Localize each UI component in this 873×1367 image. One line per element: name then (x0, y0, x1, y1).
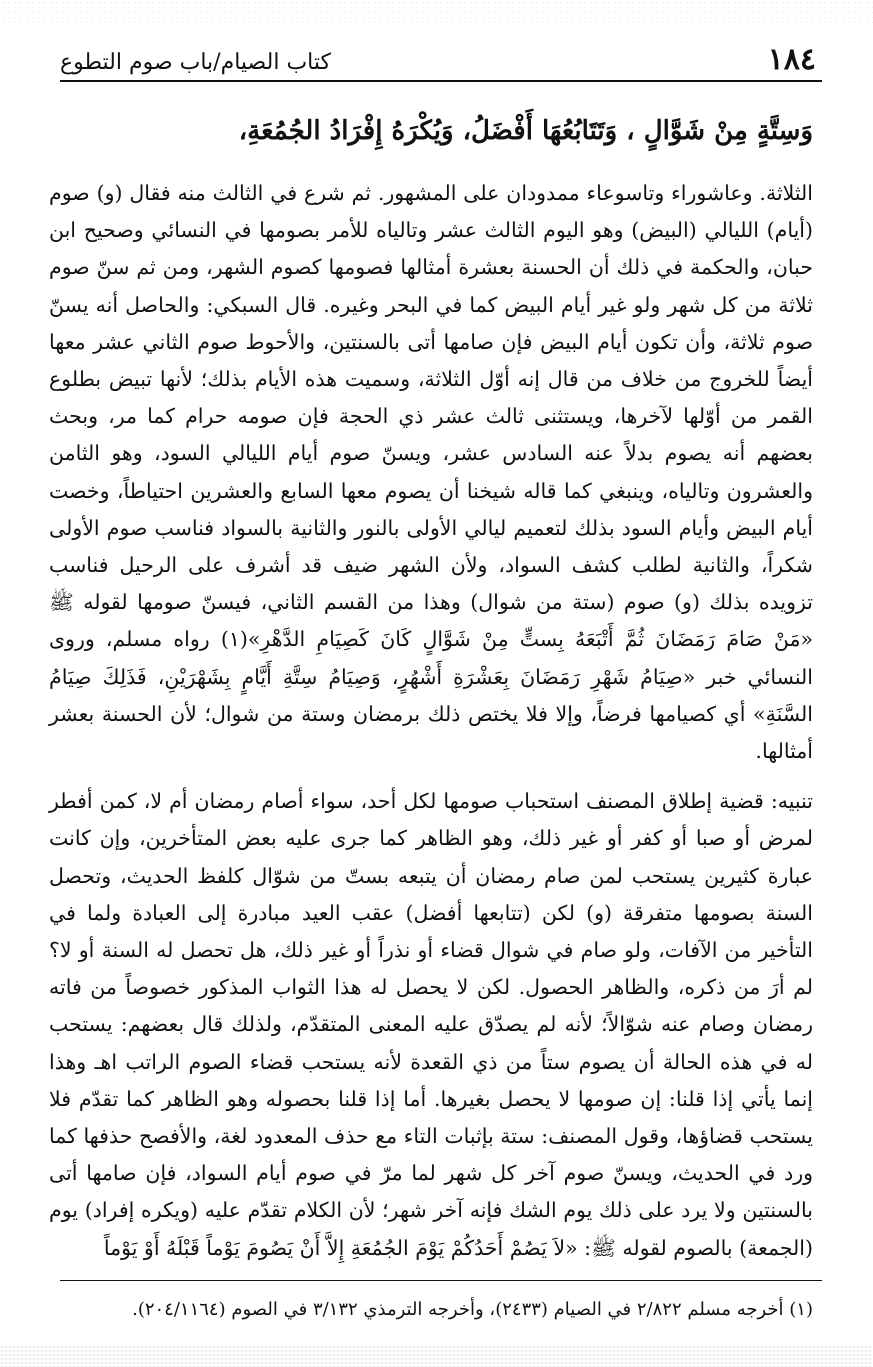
footnote: (١) أخرجه مسلم ٢/٨٢٢ في الصيام (٢٤٣٣)، وأخرجه الترمذي ٣/١٣٢ في الصوم (٢٠٤/١١٦٤). (132, 1299, 813, 1320)
commentary-paragraph-2: تنبيه: قضية إطلاق المصنف استحباب صومها لكل أحد، سواء أصام رمضان أم لا، كمن أفطر لمرض أو صبا أو كفر أو غير ذلك، وهو الظاهر كما جرى عليه بعض المتأخرين، وإن كانت عبارة كثيرين يستحب لمن صام رمضان أن يتبعه بستّ من شوّال كلفظ الحديث، وتحصل السنة بصومها متفرقة (و) لكن (تتابعها أفضل) عقب العيد مبادرة إلى العبادة ولما في التأخير من الآفات، ولو صام في شوال قضاء أو نذراً أو غير ذلك، هل تحصل له السنة أو لا؟ لم أرَ من ذكره، والظاهر الحصول. لكن لا يحصل له هذا الثواب المذكور خصوصاً من فاته رمضان وصام عنه شوّالاً؛ لأنه لم يصدّق عليه المعنى المتقدّم، ولذلك قال بعضهم: يستحب له في هذه الحالة أن يصوم ستاً من ذي القعدة لأنه يستحب قضاء الصوم الراتب اهـ وهذا إنما يأتي إذا قلنا: إن صومها لا يحصل بغيرها. أما إذا قلنا بحصوله وهو الظاهر كما تقدّم فلا يستحب قضاؤها، وقول المصنف: ستة بإثبات التاء مع حذف المعدود لغة، والأفصح حذفها كما ورد في الحديث، ويسنّ صوم آخر كل شهر لما مرّ في صوم أيام السواد، فإن صامها أتى بالسنتين ولا يرد على ذلك يوم الشك فإنه آخر شهر؛ لأن الكلام تقدّم عليه (ويكره إفراد) يوم (الجمعة) بالصوم لقوله ﷺ: «لاَ يَصُمْ أَحَدُكُمْ يَوْمَ الجُمُعَةِ إِلاَّ أَنْ يَصُومَ يَوْماً قَبْلَهُ أَوْ يَوْماً (49, 789, 813, 1260)
scan-noise-top (0, 0, 873, 24)
commentary-text (49, 175, 813, 1267)
footnote-rule (60, 1280, 822, 1281)
commentary-paragraph-1: الثلاثة. وعاشوراء وتاسوعاء ممدودان على المشهور. ثم شرع في الثالث منه فقال (و) صوم (أيام) الليالي (البيض) وهو اليوم الثالث عشر وتالياه للأمر بصومها في النسائي وصحيح ابن حبان، والحكمة في ذلك أن الحسنة بعشرة أمثالها فصومها كصوم الشهر، ومن ثم سنّ صوم ثلاثة من كل شهر ولو غير أيام البيض كما في البحر وغيره. قال السبكي: والحاصل أنه يسنّ صوم ثلاثة، وأن تكون أيام البيض فإن صامها أتى بالسنتين، والأحوط صوم الثاني عشر معها أيضاً للخروج من خلاف من قال إنه أوّل الثلاثة، وسميت هذه الأيام بذلك؛ لأنها تبيض بطلوع القمر من أوّلها لآخرها، ويستثنى ثالث عشر ذي الحجة فإن صومه حرام كما مر، وبحث بعضهم أنه يصوم بدلاً عنه السادس عشر، ويسنّ صوم أيام الليالي السود، وهو الثامن والعشرون وتالياه، وينبغي كما قاله شيخنا أن يصوم معها السابع والعشرين احتياطاً، وخصت أيام البيض وأيام السود بذلك لتعميم ليالي الأولى بالنور والثانية بالسواد فناسب صوم الأولى شكراً، والثانية لطلب كشف السواد، ولأن الشهر ضيف قد أشرف على الرحيل فناسب تزويده بذلك (و) صوم (ستة من شوال) وهذا من القسم الثاني، فيسنّ صومها لقوله ﷺ «مَنْ صَامَ رَمَضَانَ ثُمَّ أَتْبَعَهُ بِستٍّ مِنْ شَوَّالٍ كَانَ كَصِيَامِ الدَّهْرِ»(١) رواه مسلم، وروى النسائي خبر «صِيَامُ شَهْرِ رَمَضَانَ بِعَشْرَةِ أَشْهُرٍ، وَصِيَامُ سِتَّةِ أَيَّامٍ بِشَهْرَيْنِ، فَذَلِكَ صِيَامُ السَّنَةِ» أي كصيامها فرضاً، وإلا فلا يختص ذلك برمضان وستة من شوال؛ لأن الحسنة بعشر أمثالها. (49, 181, 813, 764)
running-title: كتاب الصيام/باب صوم التطوع (60, 50, 331, 75)
page-header (60, 34, 816, 78)
matn-text: وَسِتَّةٍ مِنْ شَوَّالٍ ، وَتَتَابُعُهَا أَفْضَلُ، وَيُكْرَهُ إِفْرَادُ الجُمُعَةِ، (238, 116, 813, 146)
page-number: ١٨٤ (767, 42, 816, 77)
header-rule (60, 80, 822, 82)
scan-noise-bottom (0, 1345, 873, 1367)
